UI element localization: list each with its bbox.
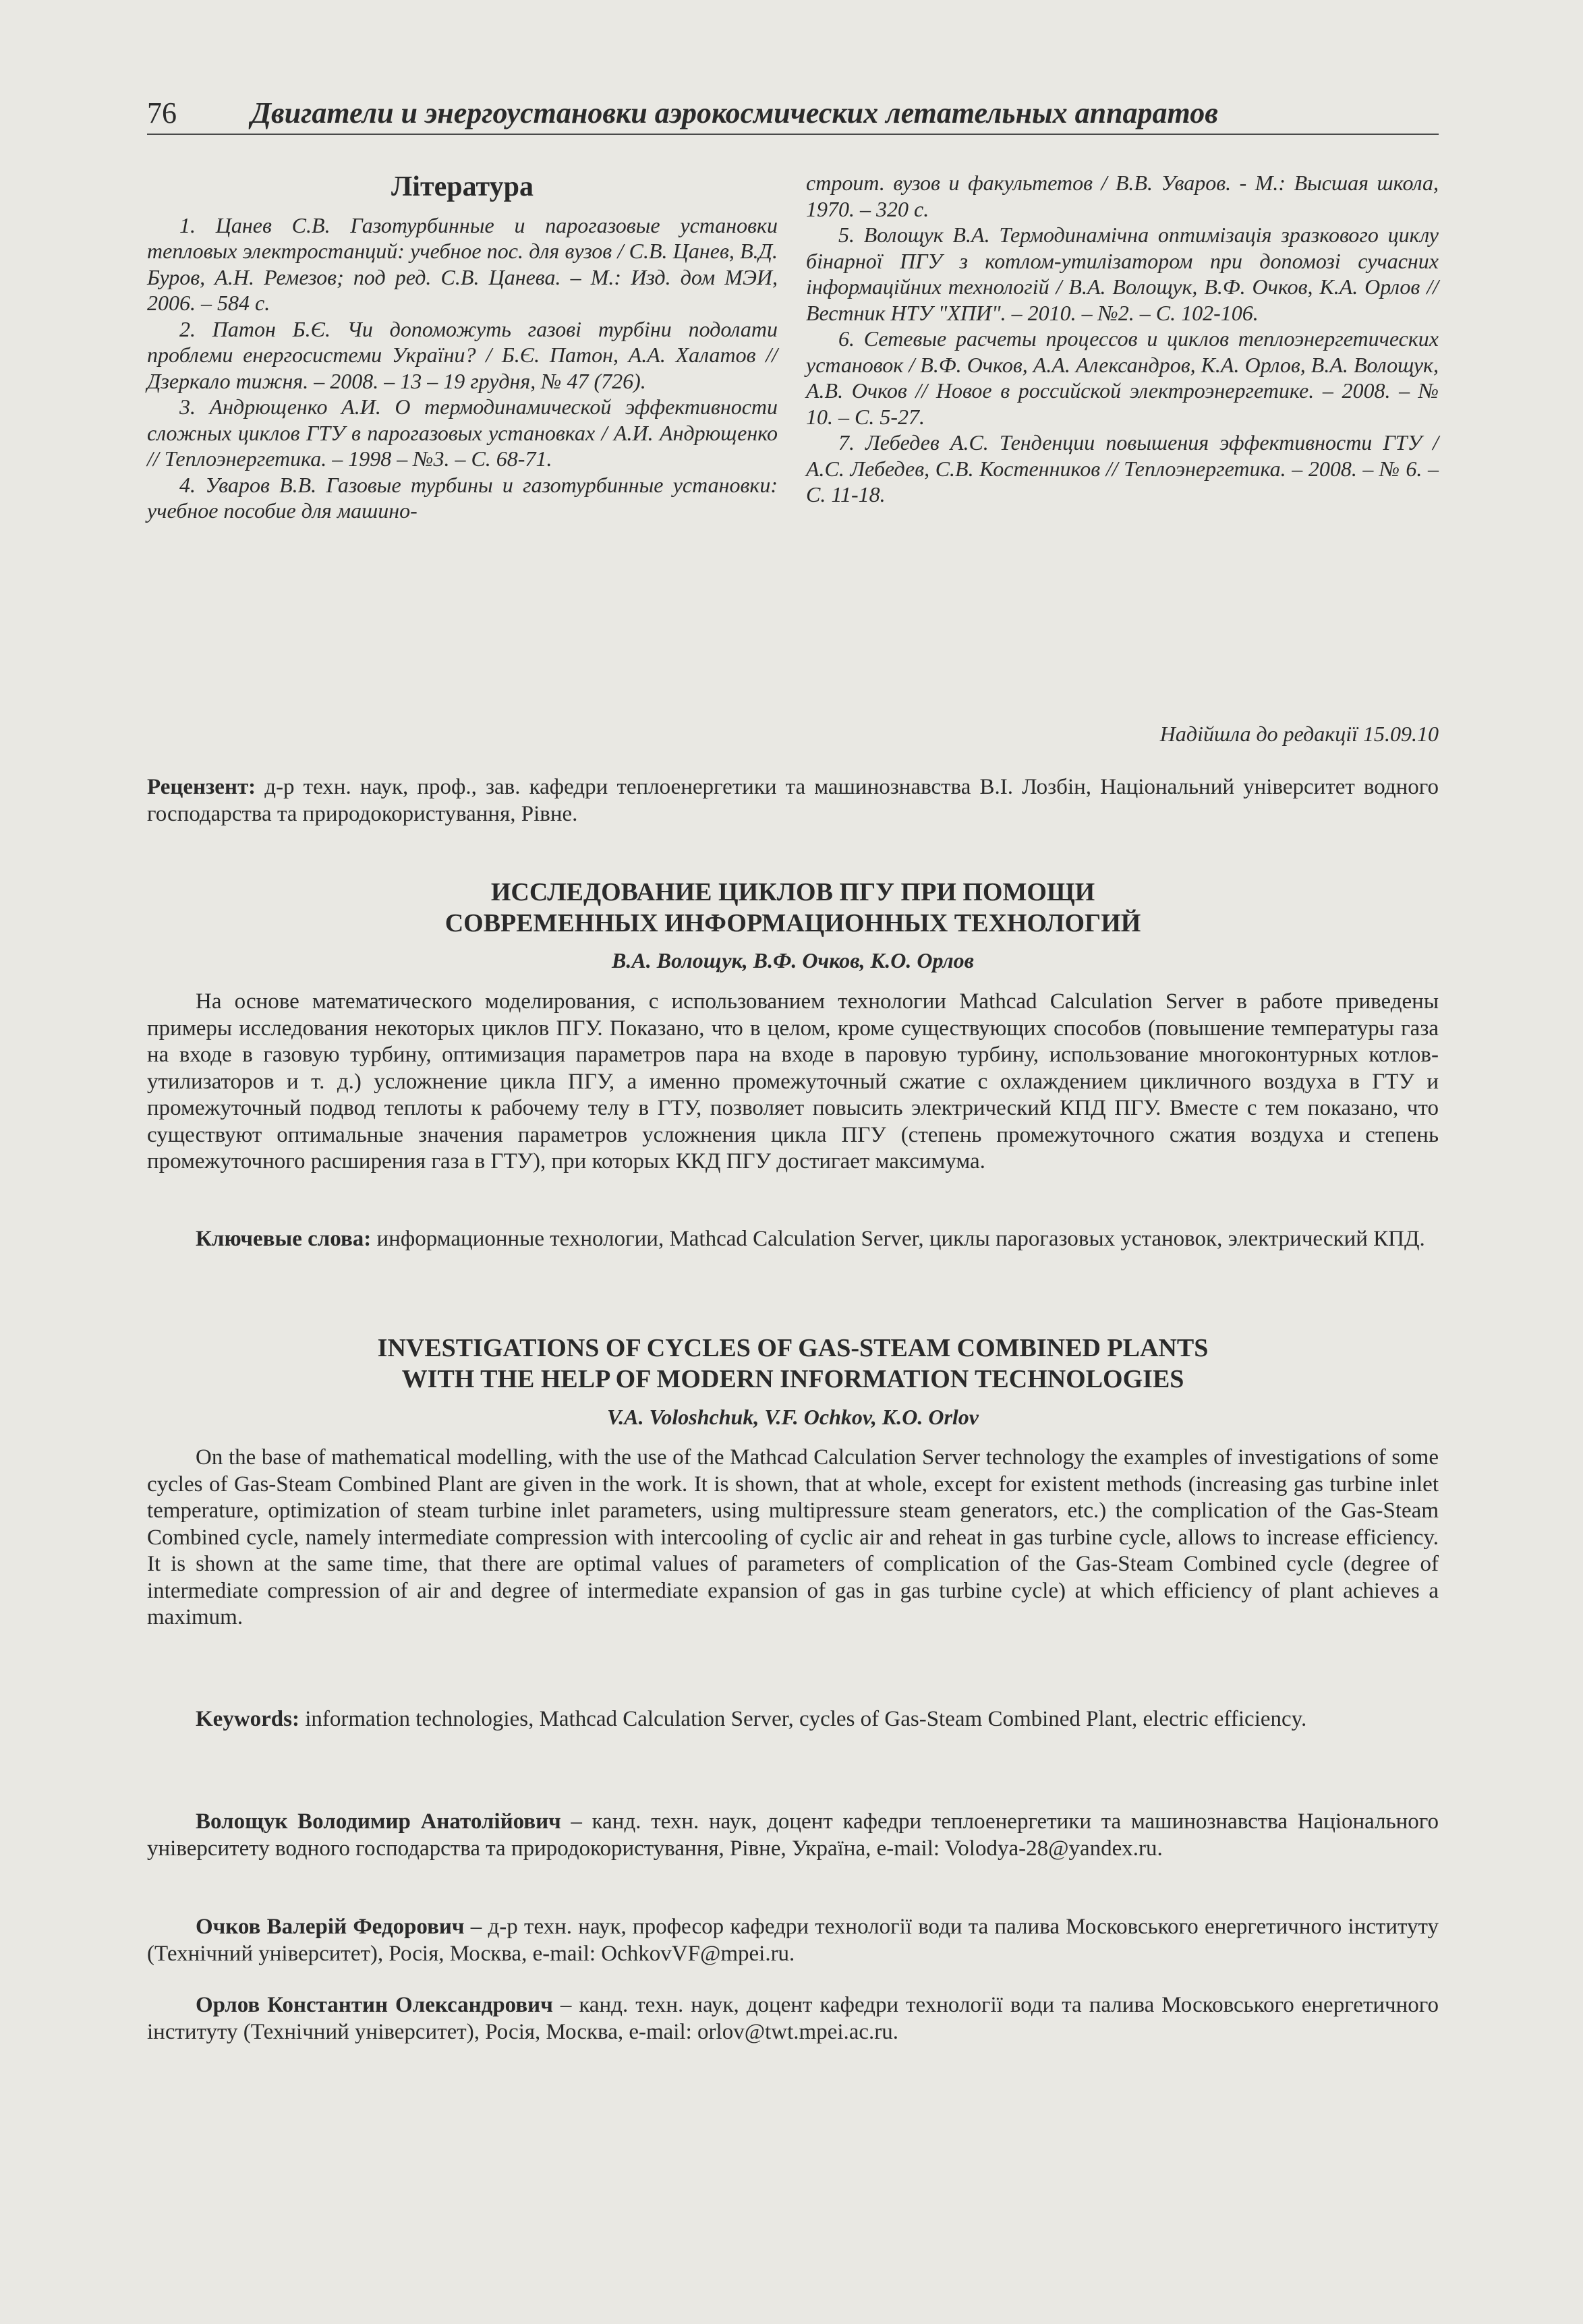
reference-item: 3. Андрющенко А.И. О термодинамической эффективности сложных циклов ГТУ в парогазовых установках / А.И. Андрющенко // Теплоэнергетика. – 1998 – №3. – С. 68-71. (147, 395, 778, 471)
reference-item: 6. Сетевые расчеты процессов и циклов теплоэнергетических установок / В.Ф. Очков, А.А. Александров, К.А. Орлов, В.А. Волощук, А.В. Очков // Новое в российской электроэнергетике. – 2008. – № 10. – С. 5-27. (806, 326, 1439, 429)
received-date: Надійшла до редакції 15.09.10 (1159, 722, 1439, 746)
title-ru-line-2: СОВРЕМЕННЫХ ИНФОРМАЦИОННЫХ ТЕХНОЛОГИЙ (444, 909, 1141, 937)
author-bio (147, 1914, 1439, 1967)
article-title-en (147, 1333, 1439, 1395)
keywords-en (147, 1706, 1439, 1733)
reviewer-note (147, 774, 1439, 827)
article-title-ru (147, 877, 1439, 939)
author-name: Орлов Константин Олександрович (196, 1993, 553, 2017)
title-en-line-1: INVESTIGATIONS OF CYCLES OF GAS-STEAM COMBINED PLANTS (377, 1334, 1209, 1362)
literature-heading: Література (391, 171, 534, 202)
keywords-ru-text: информационные технологии, Mathcad Calculation Server, циклы парогазовых установок, электрический КПД. (376, 1227, 1425, 1251)
reference-item: 5. Волощук В.А. Термодинамічна оптимізація зразкового циклу бінарної ПГУ з котлом-утилізатором при допомозі сучасних інформаційних технологій / В.А. Волощук, В.Ф. Очков, К.А. Орлов // Вестник НТУ "ХПИ". – 2010. – №2. – С. 102-106. (806, 223, 1439, 325)
abstract-ru: На основе математического моделирования, с использованием технологии Mathcad Calculation Server в работе приведены примеры исследования некоторых циклов ПГУ. Показано, что в целом, кроме существующих способов (повышение температуры газа на входе в газовую турбину, оптимизация параметров пара на входе в паровую турбину, использование многоконтурных котлов-утилизаторов и т. д.) усложнение цикла ПГУ, а именно промежуточный сжатие с охлаждением цикличного воздуха в ГТУ и промежуточный подвод теплоты к рабочему телу в ГТУ, позволяет повысить электрический КПД ПГУ. Вместе с тем показано, что существуют оптимальные значения параметров усложнения цикла ПГУ (степень промежуточного сжатия воздуха и степень промежуточного расширения газа в ГТУ), при которых ККД ПГУ достигает максимума. (147, 989, 1439, 1173)
title-en-line-2: WITH THE HELP OF MODERN INFORMATION TECHNOLOGIES (401, 1365, 1184, 1393)
title-ru-line-1: ИССЛЕДОВАНИЕ ЦИКЛОВ ПГУ ПРИ ПОМОЩИ (490, 878, 1095, 906)
references-left-column (147, 170, 778, 524)
author-name: Волощук Володимир Анатолійович (196, 1809, 561, 1834)
reference-item: 4. Уваров В.В. Газовые турбины и газотурбинные установки: учебное пособие для машино- (147, 472, 778, 523)
reference-item: 2. Патон Б.Є. Чи допоможуть газові турбіни подолати проблеми енергосистеми України? / Б.Є. Патон, А.А. Халатов // Дзеркало тижня. – 2008. – 13 – 19 грудня, № 47 (726). (147, 316, 778, 393)
reviewer-label: Рецензент: (147, 775, 256, 799)
keywords-ru (147, 1226, 1439, 1253)
reference-item: 1. Цанев С.В. Газотурбинные и парогазовые установки тепловых электростанций: учебное пос. для вузов / С.В. Цанев, В.Д. Буров, А.Н. Ремезов; под ред. С.В. Цанева. – М.: Изд. дом МЭИ, 2006. – 584 с. (147, 212, 778, 315)
author-details: – канд. техн. наук, доцент кафедри теплоенергетики та машинознавства Національного університету водного господарства та природокористування, Рівне, Україна, e-mail: Volodya-28@yandex.ru. (147, 1809, 1439, 1861)
reference-item: строит. вузов и факультетов / В.В. Уваров. - М.: Высшая школа, 1970. – 320 с. (806, 171, 1439, 221)
authors-en: V.A. Voloshchuk, V.F. Ochkov, K.O. Orlov (607, 1405, 979, 1429)
references-right-column (806, 170, 1439, 508)
authors-ru: В.А. Волощук, В.Ф. Очков, К.О. Орлов (612, 948, 974, 972)
running-header (147, 80, 1439, 135)
journal-title: Двигатели и энергоустановки аэрокосмических летательных аппаратов (251, 96, 1218, 129)
author-bio (147, 1809, 1439, 1862)
author-bio (147, 1992, 1439, 2045)
page-number: 76 (147, 96, 177, 129)
reviewer-text: д-р техн. наук, проф., зав. кафедри теплоенергетики та машинознавства В.І. Лозбін, Національний університет водного господарства та природокористування, Рівне. (147, 775, 1439, 826)
keywords-ru-label: Ключевые слова: (196, 1227, 372, 1251)
keywords-en-label: Keywords: (196, 1707, 299, 1731)
author-details: – д-р техн. наук, професор кафедри технології води та палива Московського енергетичного інституту (Технічний університет), Росія, Москва, e-mail: OchkovVF@mpei.ru. (147, 1915, 1439, 1966)
author-details: – канд. техн. наук, доцент кафедри технології води та палива Московського енергетичного інституту (Технічний університет), Росія, Москва, e-mail: orlov@twt.mpei.ac.ru. (147, 1993, 1439, 2044)
keywords-en-text: information technologies, Mathcad Calculation Server, cycles of Gas-Steam Combined Plant, electric efficiency. (305, 1707, 1307, 1731)
abstract-en: On the base of mathematical modelling, with the use of the Mathcad Calculation Server technology the examples of investigations of some cycles of Gas-Steam Combined Plant are given in the work. It is shown, that at whole, except for existent methods (increasing gas turbine inlet temperature, optimization of steam turbine inlet parameters, using multipressure steam generators, etc.) the complication of the Gas-Steam Combined cycle, namely intermediate compression with intercooling of cyclic air and reheat in gas turbine cycle, allows to increase efficiency. It is shown at the same time, that there are optimal values of parameters of complication of the Gas-Steam Combined cycle (degree of intermediate compression of air and degree of intermediate expansion of gas in gas turbine cycle) at which efficiency of plant achieves a maximum. (147, 1445, 1439, 1629)
reference-item: 7. Лебедев А.С. Тенденции повышения эффективности ГТУ / А.С. Лебедев, С.В. Костенников // Теплоэнергетика. – 2008. – № 6. – С. 11-18. (806, 430, 1439, 506)
author-name: Очков Валерій Федорович (196, 1915, 465, 1939)
